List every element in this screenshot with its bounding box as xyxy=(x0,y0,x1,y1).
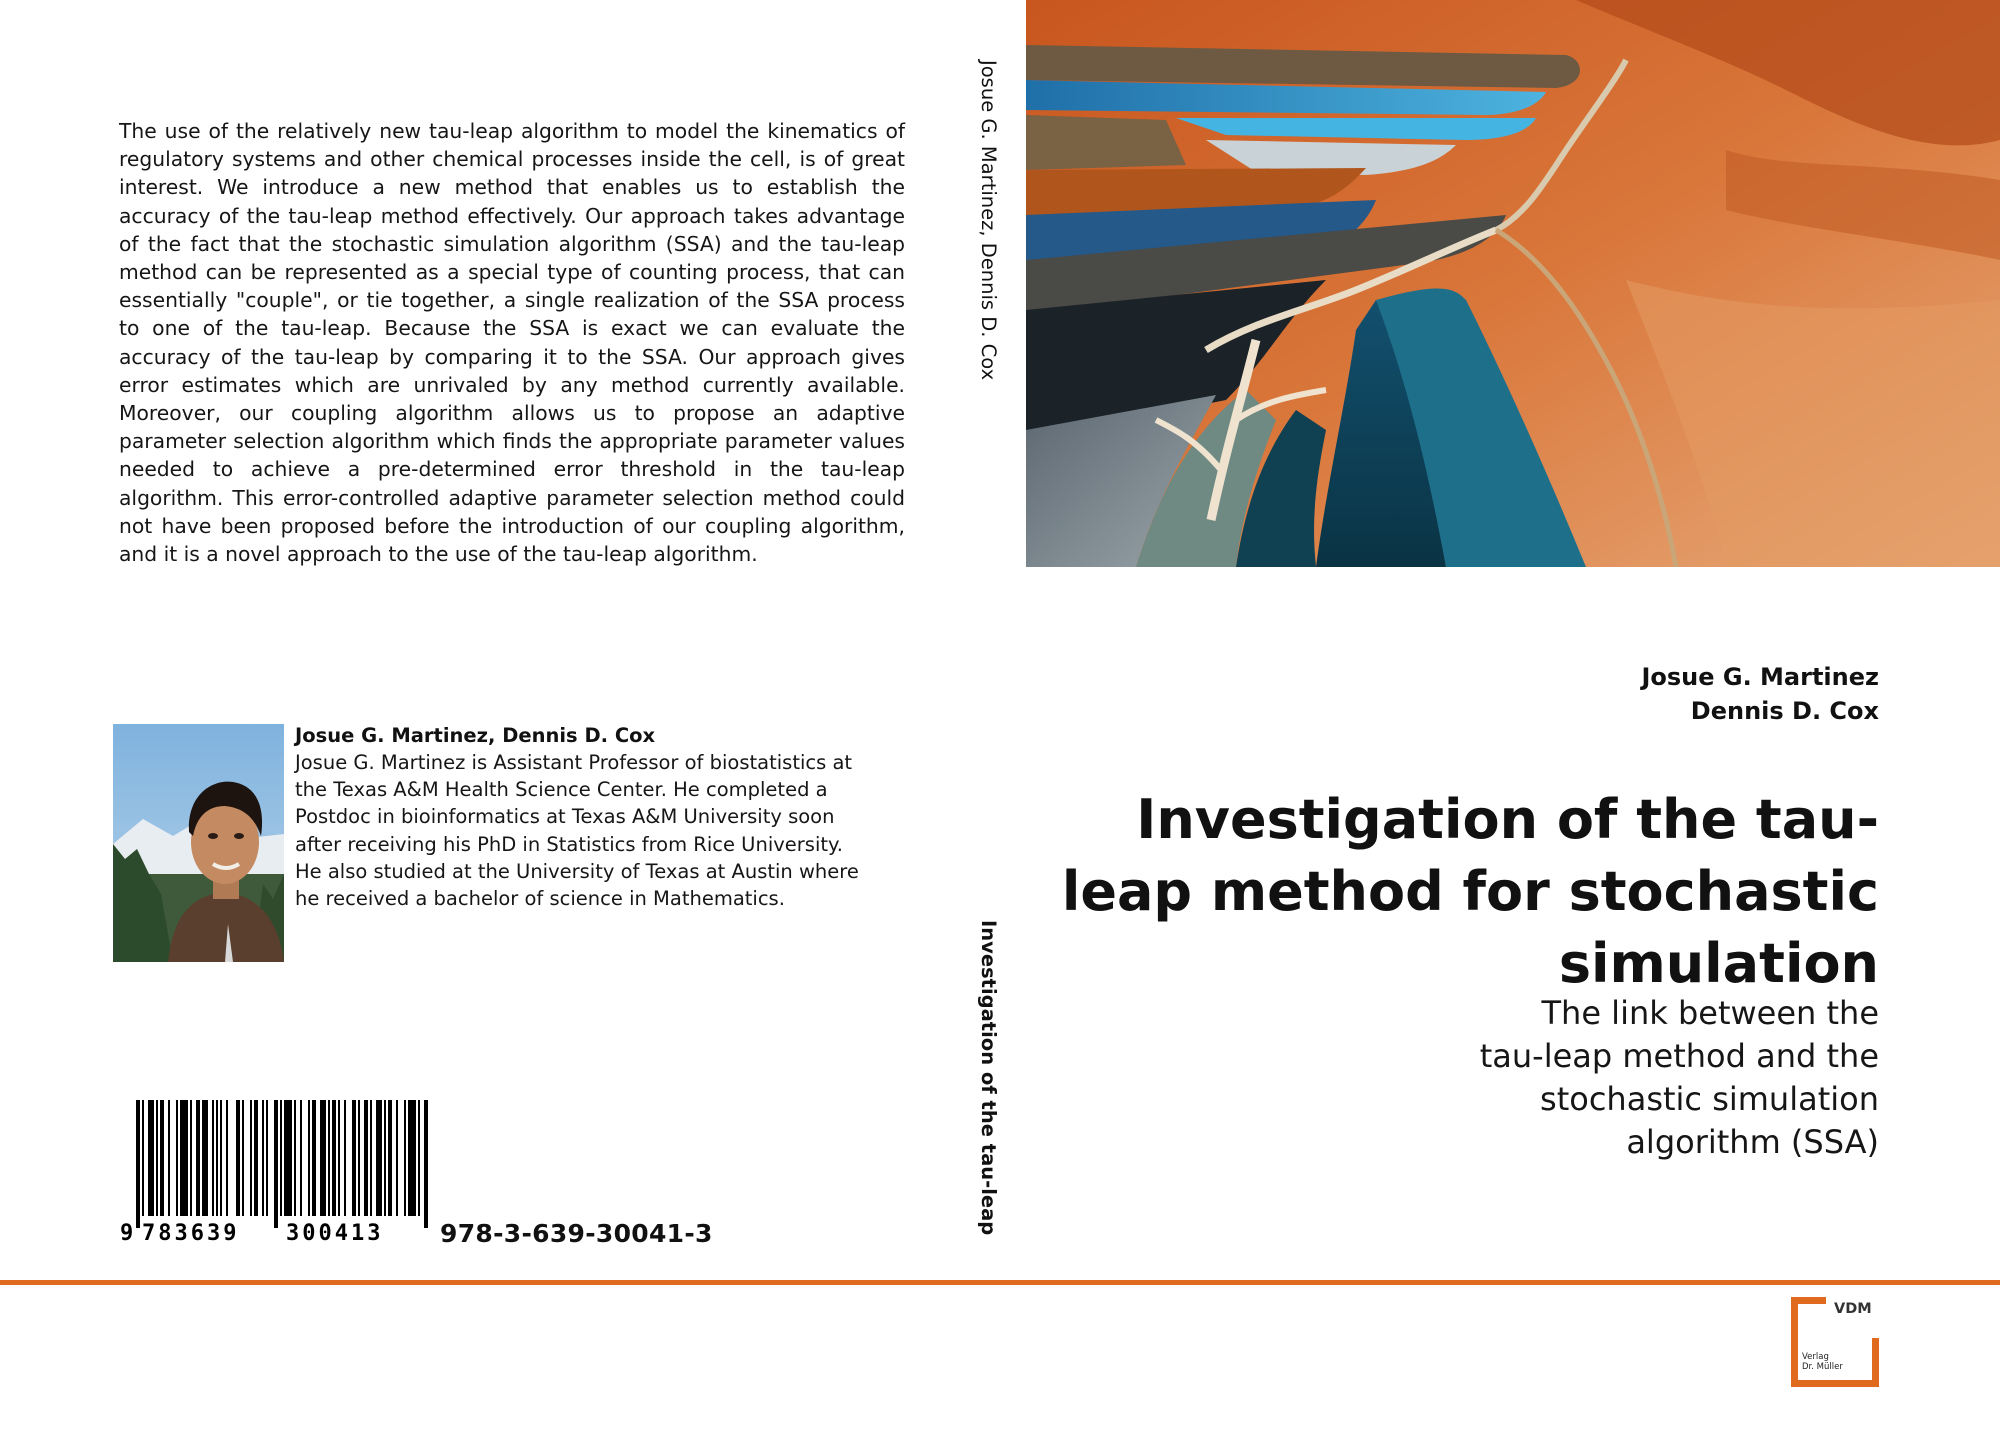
barcode-digits-left: 783639 xyxy=(142,1221,240,1242)
barcode-bar xyxy=(196,1100,200,1216)
barcode-bar xyxy=(274,1100,278,1228)
barcode-bar xyxy=(388,1100,392,1216)
barcode-bar xyxy=(142,1100,144,1216)
barcode-bar xyxy=(404,1100,406,1216)
barcode-bar xyxy=(424,1100,428,1228)
barcode-bar xyxy=(176,1100,178,1216)
back-cover-blurb: The use of the relatively new tau-leap algorithm to model the kinematics of regulatory systems and other chemical processes inside the cell, is of great interest. We introduce a new method that enables us to establish the accuracy of the tau-leap method effectively. Our approach takes advantage of the fact that the stochastic simulation algorithm (SSA) and the tau-leap method can be represented as a special type of counting process, that can essentially "couple", or tie together, a single realization of the SSA process to one of the tau-leap. Because the SSA is exact we can evaluate the accuracy of the tau-leap by comparing it to the SSA. Our approach gives error estimates which are unrivaled by any method currently available. Moreover, our coupling algorithm allows us to propose an adaptive parameter selection algorithm which finds the appropriate parameter values needed to achieve a pre-determined error threshold in the tau-leap algorithm. This error-controlled adaptive parameter selection method could not have been proposed before the introduction of our coupling algorithm, and it is a novel approach to the use of the tau-leap algorithm. xyxy=(119,119,905,567)
barcode-bar xyxy=(384,1100,386,1216)
barcode-digit-lead: 9 xyxy=(120,1221,134,1242)
bio-text: Josue G. Martinez is Assistant Professor of biostatistics at the Texas A&M Health Science Center. He completed a Postdoc in bioinformatics at Texas A&M University soon after receiving his PhD in Statistics from Rice University. He also studied at the University of Texas at Austin where he received a bachelor of science in Mathematics. xyxy=(295,751,859,911)
barcode-bar xyxy=(168,1100,170,1216)
subtitle-line: algorithm (SSA) xyxy=(1626,1123,1879,1161)
barcode-bar xyxy=(136,1100,140,1228)
barcode-bar xyxy=(328,1100,330,1216)
barcode-bar xyxy=(320,1100,326,1216)
barcode-bar xyxy=(250,1100,252,1216)
author-photo xyxy=(113,724,284,962)
cover-aerial-photo xyxy=(1026,0,2000,567)
barcode-bar xyxy=(180,1100,188,1216)
barcode-bar xyxy=(358,1100,360,1216)
barcode-bar xyxy=(338,1100,340,1216)
bio-authors: Josue G. Martinez, Dennis D. Cox xyxy=(295,724,656,747)
barcode-bar xyxy=(352,1100,356,1216)
barcode-bar xyxy=(284,1100,292,1216)
barcode-digits-right: 300413 xyxy=(286,1221,384,1242)
barcode-bar xyxy=(156,1100,158,1216)
barcode-bar xyxy=(202,1100,208,1216)
front-author-2: Dennis D. Cox xyxy=(1690,697,1879,725)
barcode-bar xyxy=(266,1100,268,1216)
barcode-bar xyxy=(418,1100,420,1216)
vdm-logo-subtext: Verlag Dr. Müller xyxy=(1802,1352,1843,1372)
barcode-bar xyxy=(242,1100,244,1216)
barcode-bar xyxy=(212,1100,214,1216)
barcode-bar xyxy=(148,1100,154,1216)
subtitle-line: The link between the xyxy=(1541,994,1879,1032)
book-subtitle xyxy=(1359,992,1879,1164)
barcode-bar xyxy=(332,1100,336,1216)
book-title-text: Investigation of the tau-leap method for stochastic simulation xyxy=(1061,788,1879,995)
vdm-logo-text: VDM xyxy=(1834,1301,1872,1317)
barcode xyxy=(118,1100,436,1242)
subtitle-line: stochastic simulation xyxy=(1540,1080,1879,1118)
barcode-bar xyxy=(262,1100,264,1216)
barcode-bar xyxy=(254,1100,258,1216)
front-author-1: Josue G. Martinez xyxy=(1641,663,1879,691)
barcode-bar xyxy=(280,1100,282,1216)
spine-authors: Josue G. Martinez, Dennis D. Cox xyxy=(977,60,1000,381)
barcode-bar xyxy=(226,1100,228,1216)
barcode-bar xyxy=(216,1100,218,1216)
barcode-bar xyxy=(300,1100,302,1216)
barcode-bar xyxy=(312,1100,316,1216)
subtitle-line: tau-leap method and the xyxy=(1479,1037,1879,1075)
barcode-bar xyxy=(396,1100,398,1216)
barcode-bar xyxy=(236,1100,240,1216)
barcode-bar xyxy=(370,1100,372,1216)
barcode-bar xyxy=(408,1100,416,1216)
barcode-bar xyxy=(160,1100,164,1216)
orange-divider xyxy=(0,1280,2000,1285)
front-authors xyxy=(1641,660,1879,728)
barcode-bar xyxy=(344,1100,346,1216)
isbn-label: 978-3-639-30041-3 xyxy=(440,1219,713,1248)
barcode-bar xyxy=(308,1100,310,1216)
barcode-bar xyxy=(376,1100,382,1216)
barcode-bar xyxy=(190,1100,192,1216)
barcode-bar xyxy=(220,1100,222,1216)
book-title xyxy=(1059,784,1879,1000)
barcode-bar xyxy=(364,1100,368,1216)
barcode-bar xyxy=(294,1100,296,1216)
spine-title: Investigation of the tau-leap xyxy=(977,920,1000,1236)
